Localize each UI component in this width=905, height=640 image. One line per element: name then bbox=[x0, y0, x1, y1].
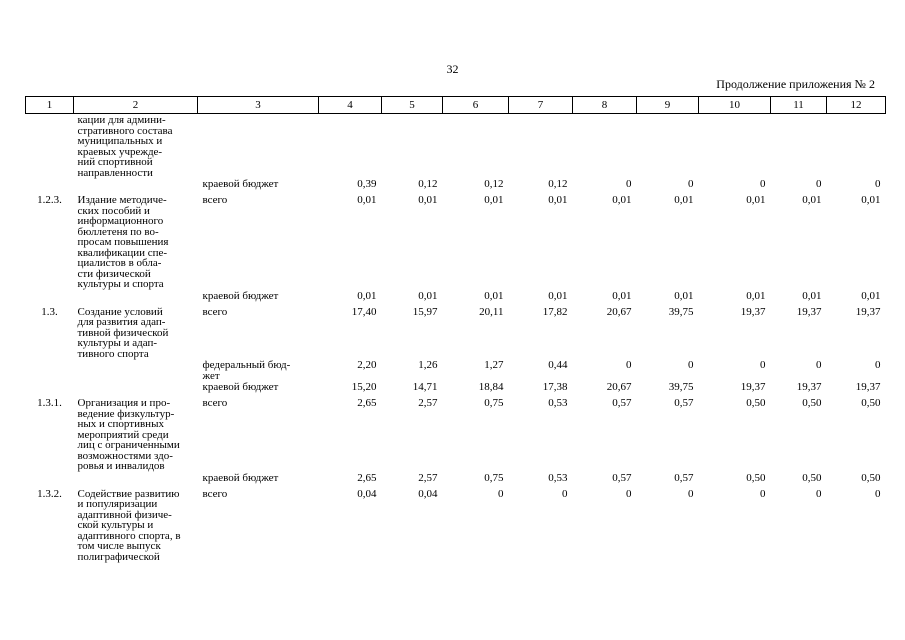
budget-table bbox=[25, 96, 886, 562]
row-source: всего bbox=[202, 305, 228, 318]
row-source: всего bbox=[202, 487, 228, 500]
row-value: 0,50 bbox=[861, 397, 881, 409]
table-row bbox=[26, 359, 886, 381]
row-code: 1.2.3. bbox=[37, 194, 62, 206]
row-value: 0,01 bbox=[802, 194, 822, 206]
row-value: 2,20 bbox=[357, 359, 377, 371]
table-row bbox=[26, 472, 886, 488]
row-name bbox=[74, 290, 198, 306]
table-row bbox=[26, 178, 886, 194]
row-value: 0,01 bbox=[802, 289, 822, 302]
row-value: 19,37 bbox=[796, 305, 822, 318]
row-value: 0,01 bbox=[484, 194, 504, 206]
col-header: 10 bbox=[699, 97, 771, 114]
row-source: краевой бюджет bbox=[202, 289, 279, 302]
row-name: Организация и про- ведение физкультур- ных и спортивных мероприятий среди лиц с ограниченными возможностями здо- ровья и инвалидов bbox=[77, 397, 180, 472]
row-name: Содействие развитию и популяризации адаптивной физиче- ской культуры и адаптивного спорта, в том числе выпуск полиграфической bbox=[77, 487, 181, 563]
row-value bbox=[443, 114, 509, 179]
row-value: 0,50 bbox=[802, 397, 822, 409]
row-value: 0 bbox=[498, 487, 504, 500]
table-row bbox=[26, 306, 886, 360]
row-name: кации для админи- стративного состава муниципальных и краевых учрежде- ний спортивной направленности bbox=[77, 114, 173, 179]
row-value: 0,01 bbox=[861, 194, 881, 206]
row-value: 0,12 bbox=[484, 178, 504, 190]
col-header: 4 bbox=[319, 97, 382, 114]
row-value: 0,04 bbox=[418, 487, 438, 500]
row-value: 0 bbox=[760, 178, 766, 190]
row-value: 2,57 bbox=[418, 471, 438, 484]
row-value: 2,65 bbox=[357, 397, 377, 409]
col-header: 1 bbox=[26, 97, 74, 114]
page-number: 32 bbox=[446, 62, 459, 76]
row-source: краевой бюджет bbox=[202, 381, 279, 393]
row-value: 39,75 bbox=[668, 305, 694, 318]
table-body bbox=[26, 114, 886, 563]
row-value: 0,01 bbox=[418, 289, 438, 302]
row-value: 0 bbox=[816, 487, 822, 500]
row-value: 1,27 bbox=[484, 359, 504, 371]
table-row bbox=[26, 488, 886, 563]
row-value: 15,97 bbox=[412, 305, 438, 318]
row-name: Издание методиче- ских пособий и информационного бюллетеня по во- просам повышения квалификации спе- циалистов в обла- сти физической культуры и спорта bbox=[77, 194, 169, 290]
row-value: 0,50 bbox=[746, 471, 766, 484]
col-header: 9 bbox=[637, 97, 699, 114]
row-value: 0,57 bbox=[674, 397, 694, 409]
row-value: 20,67 bbox=[606, 305, 632, 318]
row-code: 1.3. bbox=[41, 305, 58, 318]
row-value: 19,37 bbox=[855, 305, 881, 318]
col-header: 11 bbox=[771, 97, 827, 114]
col-header: 3 bbox=[198, 97, 319, 114]
row-code bbox=[26, 290, 74, 306]
row-value: 20,11 bbox=[479, 305, 504, 318]
table-row bbox=[26, 194, 886, 290]
row-value: 0,01 bbox=[418, 194, 438, 206]
row-code bbox=[26, 381, 74, 397]
row-value bbox=[509, 114, 573, 179]
row-value: 0,57 bbox=[612, 471, 632, 484]
row-value: 0 bbox=[626, 487, 632, 500]
row-value: 20,67 bbox=[606, 381, 632, 393]
row-value: 0 bbox=[875, 178, 881, 190]
row-value: 19,37 bbox=[740, 305, 766, 318]
row-value: 0,01 bbox=[357, 194, 377, 206]
row-value: 0,57 bbox=[674, 471, 694, 484]
row-code: 1.3.2. bbox=[37, 487, 62, 500]
row-value: 0 bbox=[816, 178, 822, 190]
row-code bbox=[26, 359, 74, 381]
header-row bbox=[26, 97, 886, 114]
row-value: 0,01 bbox=[484, 289, 504, 302]
row-value: 0,01 bbox=[612, 194, 632, 206]
col-header: 12 bbox=[827, 97, 886, 114]
row-value: 17,82 bbox=[542, 305, 568, 318]
row-value: 0 bbox=[816, 359, 822, 371]
row-value: 19,37 bbox=[855, 381, 881, 393]
row-value: 0 bbox=[688, 178, 694, 190]
row-code bbox=[26, 472, 74, 488]
table-row bbox=[26, 397, 886, 472]
row-value: 0,01 bbox=[548, 194, 568, 206]
row-value: 0,01 bbox=[357, 289, 377, 302]
row-value: 0,75 bbox=[484, 471, 504, 484]
row-value: 17,40 bbox=[351, 305, 377, 318]
row-value: 15,20 bbox=[351, 381, 377, 393]
row-value: 14,71 bbox=[412, 381, 438, 393]
row-value: 0,01 bbox=[612, 289, 632, 302]
row-value: 0 bbox=[875, 359, 881, 371]
row-code: 1.3.1. bbox=[37, 397, 62, 409]
row-value: 0,53 bbox=[548, 397, 568, 409]
row-value: 0,01 bbox=[746, 194, 766, 206]
row-value: 0,50 bbox=[861, 471, 881, 484]
appendix-note: Продолжение приложения № 2 bbox=[716, 77, 875, 91]
row-value bbox=[319, 114, 382, 179]
row-value: 0,01 bbox=[674, 194, 694, 206]
table-row bbox=[26, 290, 886, 306]
row-value bbox=[382, 114, 443, 179]
row-name: Создание условий для развития адап- тивной физической культуры и адап- тивного спорта bbox=[77, 305, 169, 360]
row-source: федеральный бюд- жет bbox=[202, 359, 291, 382]
row-value: 0 bbox=[760, 487, 766, 500]
col-header: 6 bbox=[443, 97, 509, 114]
row-source: краевой бюджет bbox=[202, 471, 279, 484]
row-value bbox=[699, 114, 771, 179]
row-name bbox=[74, 381, 198, 397]
row-value: 1,26 bbox=[418, 359, 438, 371]
row-value: 0,04 bbox=[357, 487, 377, 500]
row-value: 19,37 bbox=[740, 381, 766, 393]
row-value: 0,12 bbox=[548, 178, 568, 190]
row-value: 0 bbox=[875, 487, 881, 500]
row-value: 0,01 bbox=[674, 289, 694, 302]
col-header: 7 bbox=[509, 97, 573, 114]
row-source: краевой бюджет bbox=[202, 178, 279, 190]
row-value bbox=[573, 114, 637, 179]
row-value: 0 bbox=[688, 487, 694, 500]
row-value: 0,57 bbox=[612, 397, 632, 409]
row-code bbox=[26, 114, 74, 179]
row-source: всего bbox=[202, 397, 228, 409]
col-header: 2 bbox=[74, 97, 198, 114]
row-value: 0,01 bbox=[548, 289, 568, 302]
row-value: 39,75 bbox=[668, 381, 694, 393]
col-header: 5 bbox=[382, 97, 443, 114]
row-value: 18,84 bbox=[478, 381, 504, 393]
col-header: 8 bbox=[573, 97, 637, 114]
row-value: 0,01 bbox=[861, 289, 881, 302]
row-value: 0,53 bbox=[548, 471, 568, 484]
row-name bbox=[74, 178, 198, 194]
row-code bbox=[26, 178, 74, 194]
row-name bbox=[74, 359, 198, 381]
row-value: 2,65 bbox=[357, 471, 377, 484]
row-value: 0,12 bbox=[418, 178, 438, 190]
row-value: 0,44 bbox=[548, 359, 568, 371]
row-value: 0 bbox=[626, 359, 632, 371]
row-value: 19,37 bbox=[796, 381, 822, 393]
row-value: 0 bbox=[562, 487, 568, 500]
row-value: 0,75 bbox=[484, 397, 504, 409]
row-value bbox=[637, 114, 699, 179]
table-row bbox=[26, 381, 886, 397]
row-name bbox=[74, 472, 198, 488]
row-value: 0 bbox=[688, 359, 694, 371]
row-value: 0,01 bbox=[746, 289, 766, 302]
table-row bbox=[26, 114, 886, 179]
row-value: 0 bbox=[626, 178, 632, 190]
row-value: 0 bbox=[760, 359, 766, 371]
row-value: 17,38 bbox=[542, 381, 568, 393]
row-value bbox=[827, 114, 886, 179]
row-value: 0,50 bbox=[802, 471, 822, 484]
row-value bbox=[771, 114, 827, 179]
row-value: 0,50 bbox=[746, 397, 766, 409]
row-value: 2,57 bbox=[418, 397, 438, 409]
row-source bbox=[198, 114, 319, 179]
row-value: 0,39 bbox=[357, 178, 377, 190]
row-source: всего bbox=[202, 194, 228, 206]
